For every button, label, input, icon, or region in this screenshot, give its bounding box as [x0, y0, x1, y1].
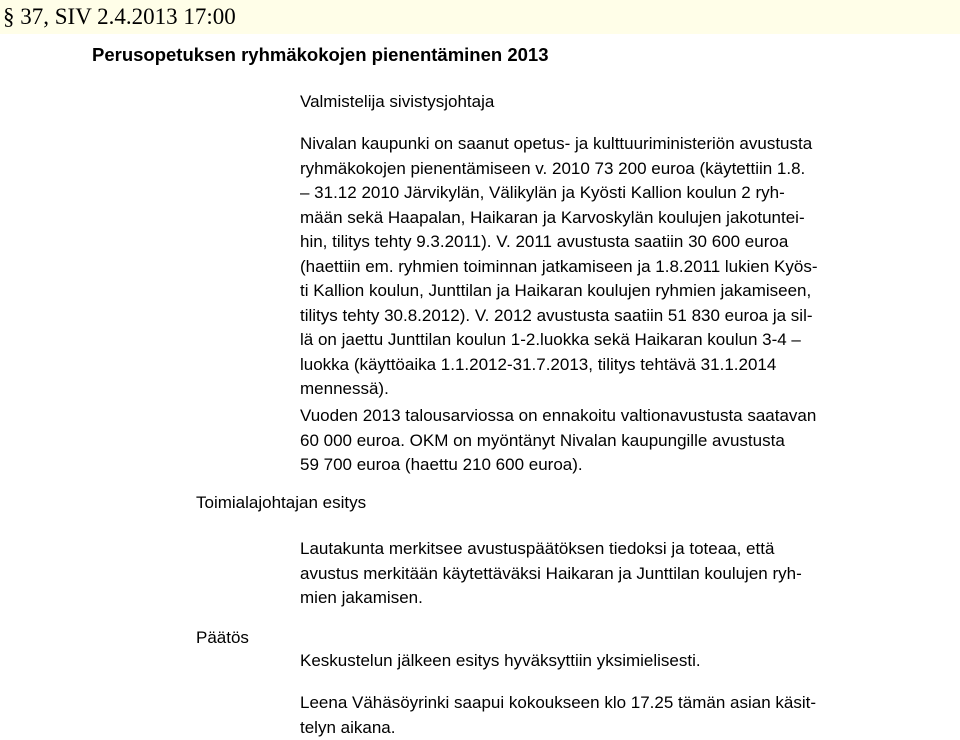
proposal-line: Lautakunta merkitsee avustuspäätöksen tiedoksi ja toteaa, että — [300, 537, 774, 562]
body-line: mennessä). — [300, 377, 389, 402]
body-line: (haettiin em. ryhmien toiminnan jatkamiseen ja 1.8.2011 lukien Kyös- — [300, 255, 818, 280]
proposal-line: mien jakamisen. — [300, 586, 423, 611]
note-line: telyn aikana. — [300, 716, 395, 740]
body-line: 59 700 euroa (haettu 210 600 euroa). — [300, 453, 583, 478]
section-heading-text: 37, SIV 2.4.2013 17:00 — [20, 4, 236, 29]
body-line: Vuoden 2013 talousarviossa on ennakoitu valtionavustusta saatavan — [300, 404, 816, 429]
body-line: lä on jaettu Junttilan koulun 1-2.luokka sekä Haikaran koulun 3-4 – — [300, 328, 801, 353]
body-line: tilitys tehty 30.8.2012). V. 2012 avustusta saatiin 51 830 euroa ja sil- — [300, 304, 813, 329]
decision-label: Päätös — [196, 626, 249, 651]
proposal-label: Toimialajohtajan esitys — [196, 491, 366, 516]
document-title: Perusopetuksen ryhmäkokojen pienentäminen 2013 — [92, 42, 549, 68]
body-line: – 31.12 2010 Järvikylän, Välikylän ja Kyösti Kallion koulun 2 ryh- — [300, 181, 785, 206]
body-line: Nivalan kaupunki on saanut opetus- ja kulttuuriministeriön avustusta — [300, 132, 812, 157]
note-line: Leena Vähäsöyrinki saapui kokoukseen klo 17.25 tämän asian käsit- — [300, 691, 816, 716]
body-line: 60 000 euroa. OKM on myöntänyt Nivalan kaupungille avustusta — [300, 429, 785, 454]
section-heading — [0, 0, 960, 34]
body-line: ti Kallion koulun, Junttilan ja Haikaran koulujen ryhmien jakamiseen, — [300, 279, 811, 304]
body-line: ryhmäkokojen pienentämiseen v. 2010 73 200 euroa (käytettiin 1.8. — [300, 157, 805, 182]
preparer: Valmistelija sivistysjohtaja — [300, 90, 494, 115]
proposal-line: avustus merkitään käytettäväksi Haikaran ja Junttilan koulujen ryh- — [300, 562, 802, 587]
body-line: hin, tilitys tehty 9.3.2011). V. 2011 avustusta saatiin 30 600 euroa — [300, 230, 788, 255]
body-line: mään sekä Haapalan, Haikaran ja Karvoskylän koulujen jakotuntei- — [300, 206, 805, 231]
section-sign: § — [0, 4, 15, 29]
body-line: luokka (käyttöaika 1.1.2012-31.7.2013, tilitys tehtävä 31.1.2014 — [300, 353, 776, 378]
decision-text: Keskustelun jälkeen esitys hyväksyttiin yksimielisesti. — [300, 649, 701, 674]
